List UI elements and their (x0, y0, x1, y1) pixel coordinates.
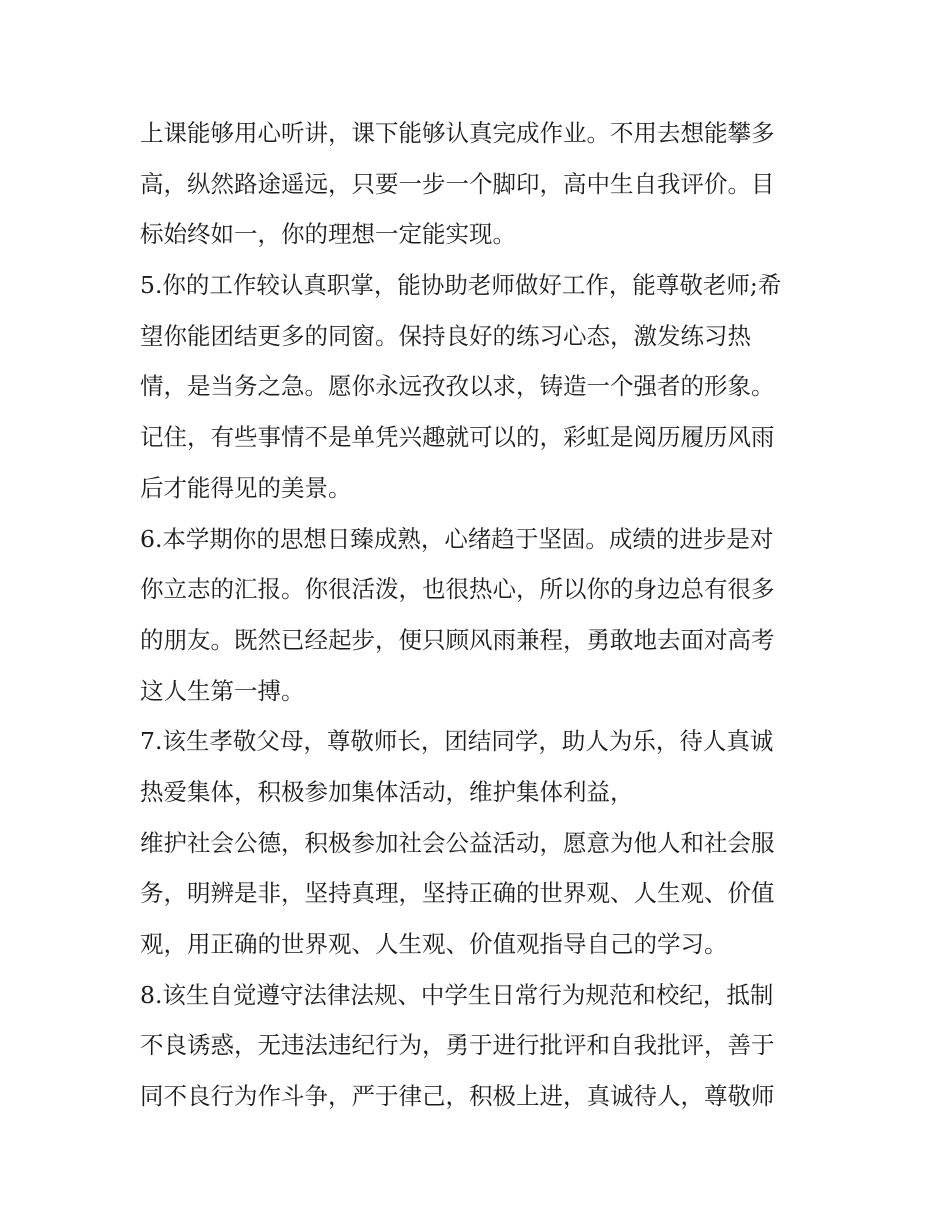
text-line: 务，明辨是非，坚持真理，坚持正确的世界观、人生观、价值 (140, 879, 775, 908)
text-line: 观，用正确的世界观、人生观、价值观指导自己的学习。 (140, 930, 728, 958)
text-line: 不良诱惑，无违法违纪行为，勇于进行批评和自我批评，善于 (140, 1031, 775, 1060)
text-line: 的朋友。既然已经起步，便只顾风雨兼程，勇敢地去面对高考 (140, 625, 775, 654)
text-line: 标始终如一，你的理想一定能实现。 (140, 220, 516, 249)
text-line: 情，是当务之急。愿你永远孜孜以求，铸造一个强者的形象。 (140, 372, 775, 401)
document-body (140, 108, 820, 1122)
text-line: 你立志的汇报。你很活泼，也很热心，所以你的身边总有很多 (140, 575, 775, 604)
text-line: 7.该生孝敬父母，尊敬师长，团结同学，助人为乐，待人真诚 (140, 727, 774, 756)
text-line: 这人生第一搏。 (140, 676, 305, 705)
text-line: 8.该生自觉遵守法律法规、中学生日常行为规范和校纪，抵制 (140, 980, 774, 1009)
text-line: 5.你的工作较认真职掌，能协助老师做好工作，能尊敬老师;希 (140, 271, 782, 300)
text-line: 6.本学期你的思想日臻成熟，心绪趋于坚固。成绩的进步是对 (140, 524, 774, 553)
text-line: 高，纵然路途遥远，只要一步一个脚印，高中生自我评价。目 (140, 169, 775, 198)
text-line: 维护社会公德，积极参加社会公益活动，愿意为他人和社会服 (140, 828, 775, 857)
text-line: 热爱集体，积极参加集体活动，维护集体利益， (140, 777, 634, 806)
text-line: 同不良行为作斗争，严于律己，积极上进，真诚待人，尊敬师 (140, 1082, 775, 1111)
text-line: 后才能得见的美景。 (140, 473, 352, 502)
text-line: 上课能够用心听讲，课下能够认真完成作业。不用去想能攀多 (140, 119, 775, 147)
text-line: 望你能团结更多的同窗。保持良好的练习心态，激发练习热 (140, 321, 751, 350)
text-line: 记住，有些事情不是单凭兴趣就可以的，彩虹是阅历履历风雨 (140, 423, 775, 452)
